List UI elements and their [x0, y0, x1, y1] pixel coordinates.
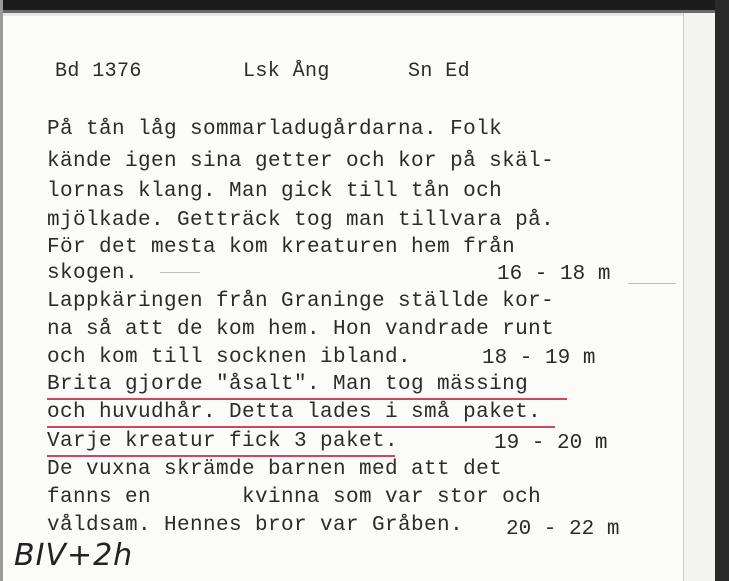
pencil-mark	[628, 283, 676, 284]
text-line: fanns en kvinna som var stor och	[47, 486, 542, 509]
record-code: Bd 1376	[55, 60, 142, 83]
text-line: lornas klang. Man gick till tån och	[47, 180, 503, 203]
parish-label: Sn Ed	[408, 60, 471, 83]
red-underline	[47, 398, 567, 400]
text-line: mjölkade. Getträck tog man tillvara på.	[47, 209, 555, 232]
text-line: och kom till socknen ibland.	[47, 346, 412, 369]
text-line: Varje kreatur fick 3 paket.	[47, 430, 399, 453]
pencil-mark	[160, 272, 200, 273]
time-range: 20 - 22 m	[506, 518, 620, 541]
time-range: 18 - 19 m	[482, 347, 596, 370]
red-underline	[47, 455, 395, 457]
card-top-edge	[0, 0, 729, 10]
region-label: Lsk Ång	[243, 60, 330, 83]
text-line: För det mesta kom kreaturen hem från	[47, 236, 516, 259]
time-range: 16 - 18 m	[497, 263, 611, 286]
time-range: 19 - 20 m	[494, 432, 608, 455]
text-line: skogen.	[47, 262, 139, 285]
red-underline	[47, 426, 555, 428]
text-line: De vuxna skrämde barnen med att det	[47, 458, 503, 481]
text-line: Brita gjorde "åsalt". Man tog mässing	[47, 373, 529, 396]
text-line: kände igen sina getter och kor på skäl-	[47, 150, 555, 173]
card-left-edge	[0, 0, 3, 581]
text-line: Lappkäringen från Graninge ställde kor-	[47, 290, 555, 313]
handwritten-mark: BIV+2h	[14, 538, 134, 573]
text-line: våldsam. Hennes bror var Gråben.	[47, 514, 464, 537]
text-line: På tån låg sommarladugårdarna. Folk	[47, 118, 503, 141]
card-right-edge	[715, 0, 729, 581]
text-line: na så att de kom hem. Hon vandrade runt	[47, 318, 555, 341]
card-top-margin	[0, 13, 684, 16]
card-right-margin	[684, 13, 715, 581]
text-line: och huvudhår. Detta lades i små paket.	[47, 401, 542, 424]
